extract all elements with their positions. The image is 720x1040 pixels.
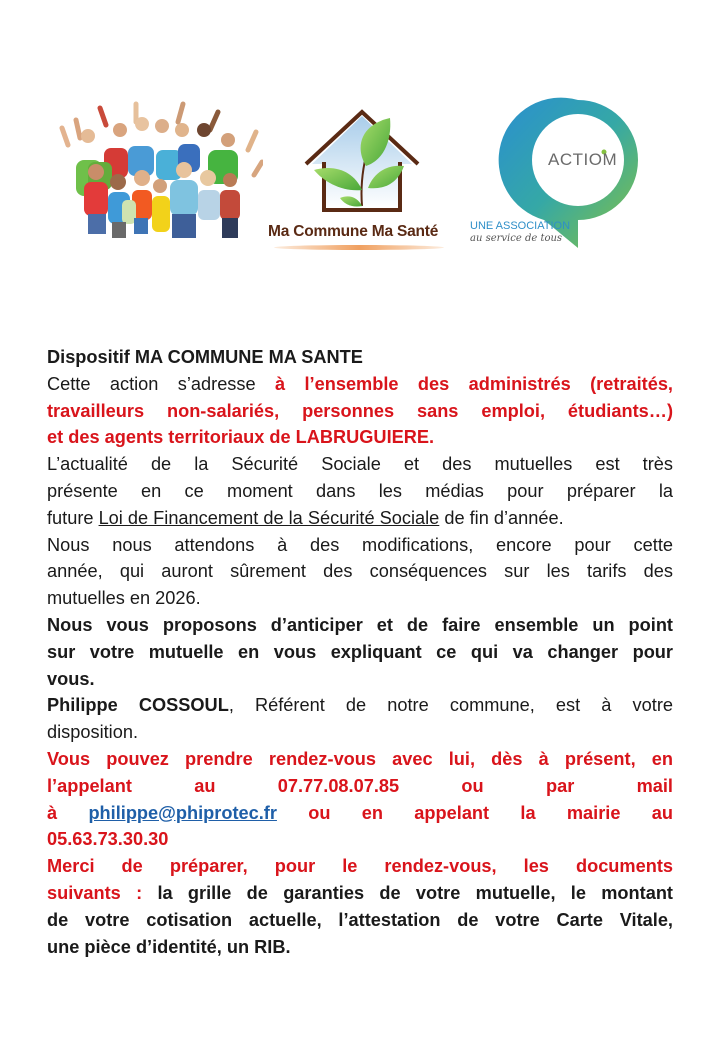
crowd-illustration-icon (58, 100, 263, 245)
actiom-tagline: UNE ASSOCIATION (470, 220, 571, 232)
documents-line-1: Merci de préparer, pour le rendez-vous, les documents (47, 856, 673, 877)
expectations-line-1: Nous nous attendons à des modifications, encore pour cette (47, 534, 673, 555)
actiom-logo (466, 92, 646, 257)
paragraph-referent (47, 692, 673, 746)
paragraph-context (47, 451, 673, 531)
audience-highlight-3: et des agents territoriaux de LABRUGUIERE. (47, 427, 435, 448)
contact-phone-line[interactable]: l’appelant au 07.77.08.07.85 ou par mail (47, 775, 673, 796)
audience-highlight-2: travailleurs non-salariés, personnes sans emploi, étudiants…) (47, 400, 673, 421)
house-leaf-icon (262, 106, 458, 226)
referent-name: Philippe COSSOUL (47, 695, 229, 716)
ma-commune-ma-sante-label: Ma Commune Ma Santé (268, 223, 439, 240)
email-link[interactable]: philippe@phiprotec.fr (88, 802, 277, 823)
mairie-phone[interactable]: 05.63.73.30.30 (47, 829, 169, 850)
crowd-image (58, 100, 263, 245)
paragraph-documents (47, 853, 673, 960)
actiom-wordmark: ACTIOM (548, 150, 618, 169)
paragraph-expectations (47, 532, 673, 612)
logo-banner (0, 90, 720, 260)
orange-swoosh (274, 245, 444, 250)
audience-highlight-1: à l’ensemble des administrés (retraités, (275, 373, 673, 394)
paragraph-proposal (47, 612, 673, 692)
context-line-1: L’actualité de la Sécurité Sociale et des mutuelles est très (47, 454, 673, 475)
documents-line-2-red: suivants : (47, 882, 158, 903)
documents-line-4: une pièce d’identité, un RIB. (47, 936, 291, 957)
context-line-2: présente en ce moment dans les médias pour préparer la (47, 480, 673, 501)
contact-line-3-pre: à (47, 802, 89, 823)
document-title: Dispositif MA COMMUNE MA SANTE (47, 347, 363, 367)
paragraph-audience (47, 371, 673, 451)
proposal-line-3: vous. (47, 668, 95, 689)
context-line-3-pre: future (47, 507, 99, 528)
proposal-line-1: Nous vous proposons d’anticiper et de faire ensemble un point (47, 614, 673, 635)
lfss-underlined: Loi de Financement de la Sécurité Sociale (98, 507, 440, 528)
paragraph-contact (47, 746, 673, 853)
referent-line-2: disposition. (47, 722, 138, 743)
contact-line-3-post: ou en appelant la mairie au (276, 802, 674, 823)
audience-intro: Cette action s’adresse (47, 373, 275, 394)
contact-line-1: Vous pouvez prendre rendez-vous avec lui, dès à présent, en (47, 748, 673, 769)
referent-role: , Référent de notre commune, est à votre (228, 695, 673, 716)
documents-line-2: la grille de garanties de votre mutuelle, le montant (157, 882, 673, 903)
document-body (47, 344, 673, 960)
proposal-line-2: sur votre mutuelle en vous expliquant ce qui va changer pour (47, 641, 673, 662)
expectations-line-2: année, qui auront sûrement des conséquences sur les tarifs des (47, 561, 673, 582)
ma-commune-ma-sante-logo (262, 106, 458, 246)
actiom-tagline-script: au service de tous (470, 233, 563, 244)
documents-line-3: de votre cotisation actuelle, l’attestation de votre Carte Vitale, (47, 909, 673, 930)
context-line-3-post: de fin d’année. (439, 507, 564, 528)
expectations-line-3: mutuelles en 2026. (47, 588, 201, 609)
